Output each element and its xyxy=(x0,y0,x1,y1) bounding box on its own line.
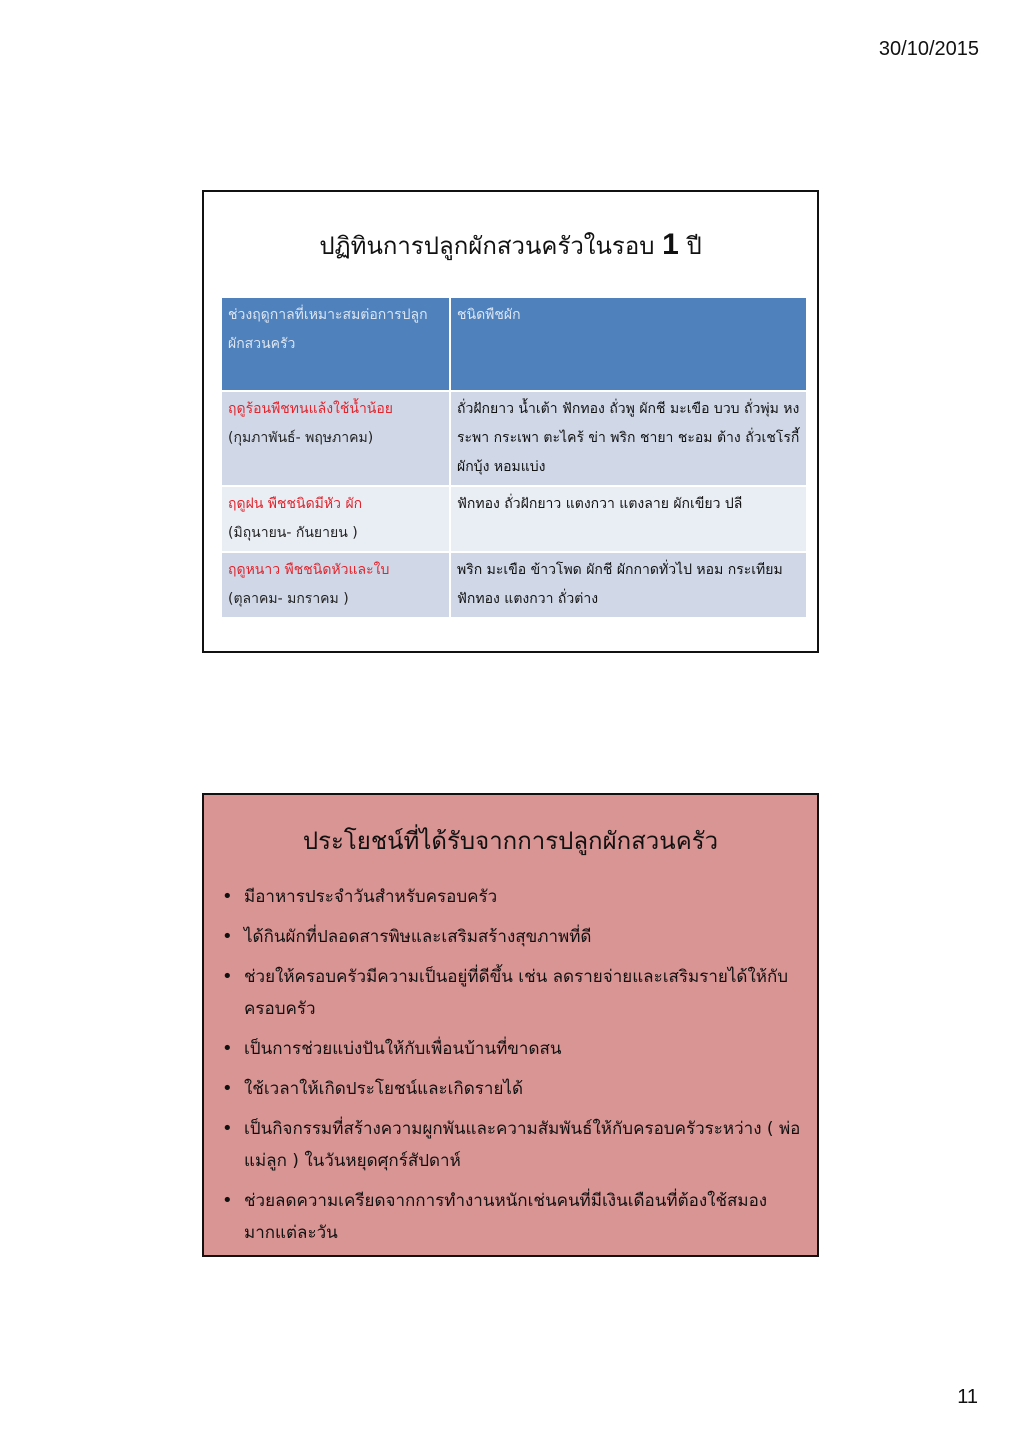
list-item xyxy=(222,961,802,1025)
list-item xyxy=(222,921,802,953)
season-name: ฤดูฝน พืชชนิดมีหัว ผัก xyxy=(228,496,363,512)
benefits-list xyxy=(222,881,802,1257)
list-item xyxy=(222,1113,802,1177)
page-date: 30/10/2015 xyxy=(878,38,979,60)
bullet-icon: • xyxy=(222,1078,233,1099)
list-item xyxy=(222,1033,802,1065)
list-item-text: ช่วยให้ครอบครัวมีความเป็นอยู่ที่ดีขึ้น เช่น ลดรายจ่ายและเสริมรายได้ให้กับครอบครัว xyxy=(244,967,789,1019)
list-item-text: ช่วยลดความเครียดจากการทำงานหนักเช่นคนที่มีเงินเดือนที่ต้องใช้สมอง มากแต่ละวัน xyxy=(244,1191,768,1243)
season-name: ฤดูหนาว พืชชนิดหัวและใบ xyxy=(228,562,390,578)
title-suffix: ปี xyxy=(686,232,702,260)
list-item-text: ได้กินผักที่ปลอดสารพิษและเสริมสร้างสุขภาพที่ดี xyxy=(244,927,592,947)
slide-title: ประโยชน์ที่ได้รับจากการปลูกผักสวนครัว xyxy=(302,827,719,855)
list-item-text: เป็นการช่วยแบ่งปันให้กับเพื่อนบ้านที่ขาดสน xyxy=(244,1039,562,1059)
slide-benefits xyxy=(202,793,819,1257)
page-number: 11 xyxy=(957,1386,978,1408)
table-header-row xyxy=(221,297,807,391)
season-cell xyxy=(221,552,450,618)
bullet-icon: • xyxy=(222,1190,233,1211)
bullet-icon: • xyxy=(222,1118,233,1139)
season-cell xyxy=(221,391,450,486)
table-row xyxy=(221,486,807,552)
vegetables-cell: พริก มะเขือ ข้าวโพด ผักชี ผักกาดทั่วไป หอม กระเทียม ฟักทอง แตงกวา ถั่วต่าง xyxy=(450,552,807,618)
planting-calendar-table xyxy=(220,296,808,619)
vegetables-cell: ถั่วฝักยาว น้ำเต้า ฟักทอง ถั่วพู ผักชี มะเขือ บวบ ถั่วพุ่ม หงระพา กระเพา ตะไคร้ ข่า พริก ชายา ชะอม ต้าง ถั่วเชโรกี้ ผักบุ้ง หอมแบ่ง xyxy=(450,391,807,486)
table-row xyxy=(221,391,807,486)
season-name: ฤดูร้อนพืชทนแล้งใช้น้ำน้อย xyxy=(228,401,393,417)
list-item-text: มีอาหารประจำวันสำหรับครอบครัว xyxy=(244,887,498,907)
slide-title xyxy=(204,226,817,265)
list-item xyxy=(222,881,802,913)
bullet-icon: • xyxy=(222,1038,233,1059)
header-vegetables: ชนิดพืชผัก xyxy=(450,297,807,391)
bullet-icon: • xyxy=(222,886,233,907)
slide-planting-calendar xyxy=(202,190,819,653)
bullet-icon: • xyxy=(222,966,233,987)
title-number: 1 xyxy=(662,228,679,261)
table-row xyxy=(221,552,807,618)
list-item xyxy=(222,1185,802,1249)
list-item-text: ใช้เวลาให้เกิดประโยชน์และเกิดรายได้ xyxy=(244,1079,523,1099)
header-season: ช่วงฤดูกาลที่เหมาะสมต่อการปลูกผักสวนครัว xyxy=(221,297,450,391)
season-cell xyxy=(221,486,450,552)
list-item-text: เป็นกิจกรรมที่สร้างความผูกพันและความสัมพันธ์ให้กับครอบครัวระหว่าง ( พ่อแม่ลูก ) ในวันหยุดศุกร์สัปดาห์ xyxy=(244,1119,801,1171)
season-months: (ตุลาคม- มกราคม ) xyxy=(228,591,349,607)
list-item xyxy=(222,1073,802,1105)
title-text: ปฏิทินการปลูกผักสวนครัวในรอบ xyxy=(319,232,655,260)
season-months: (กุมภาพันธ์- พฤษภาคม) xyxy=(228,430,374,446)
vegetables-cell: ฟักทอง ถั่วฝักยาว แตงกวา แตงลาย ผักเขียว ปลี xyxy=(450,486,807,552)
bullet-icon: • xyxy=(222,926,233,947)
season-months: (มิถุนายน- กันยายน ) xyxy=(228,525,358,541)
